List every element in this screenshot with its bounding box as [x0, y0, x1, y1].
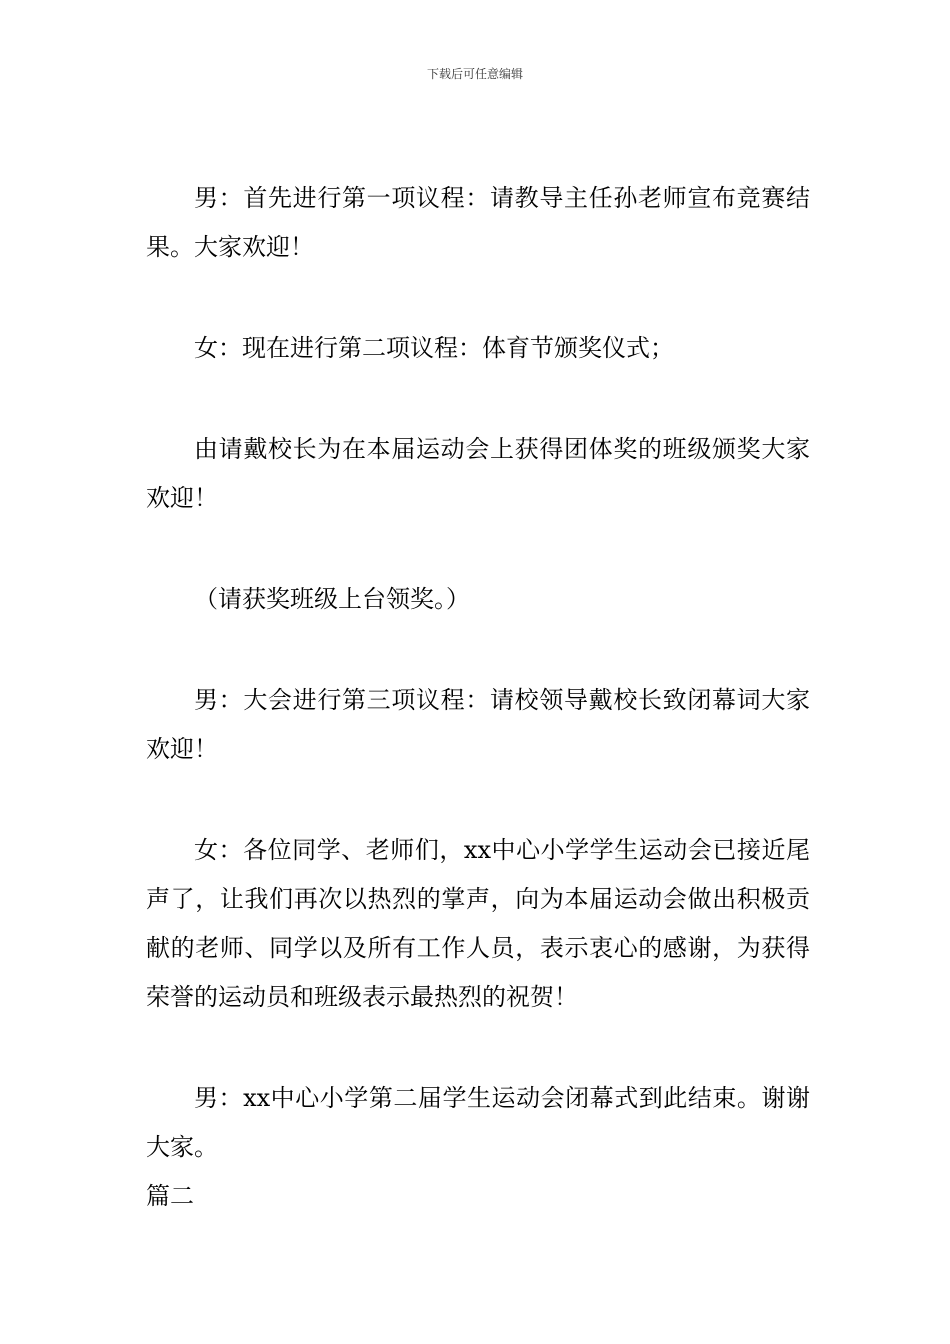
section-heading: 篇二 [146, 1182, 194, 1210]
paragraph-agenda-three: 男：大会进行第三项议程：请校领导戴校长致闭幕词大家欢迎！ [146, 686, 810, 763]
document-body [146, 174, 810, 1221]
paragraph-stage-note: （请获奖班级上台领奖。） [194, 585, 470, 613]
paragraph-closing-end: 男：xx中心小学第二届学生运动会闭幕式到此结束。谢谢大家。 [146, 1084, 810, 1161]
paragraph-team-award: 由请戴校长为在本届运动会上获得团体奖的班级颁奖大家欢迎！ [146, 435, 810, 512]
paragraph-agenda-one: 男：首先进行第一项议程：请教导主任孙老师宣布竞赛结果。大家欢迎！ [146, 184, 810, 261]
paragraph-closing-thanks: 女：各位同学、老师们，xx中心小学学生运动会已接近尾声了，让我们再次以热烈的掌声，向为本届运动会做出积极贡献的老师、同学以及所有工作人员，表示衷心的感谢，为获得荣誉的运动员和班级表示最热烈的祝贺！ [146, 836, 810, 1011]
page-header-note: 下载后可任意编辑 [426, 67, 523, 81]
paragraph-agenda-two: 女：现在进行第二项议程：体育节颁奖仪式； [194, 334, 674, 362]
